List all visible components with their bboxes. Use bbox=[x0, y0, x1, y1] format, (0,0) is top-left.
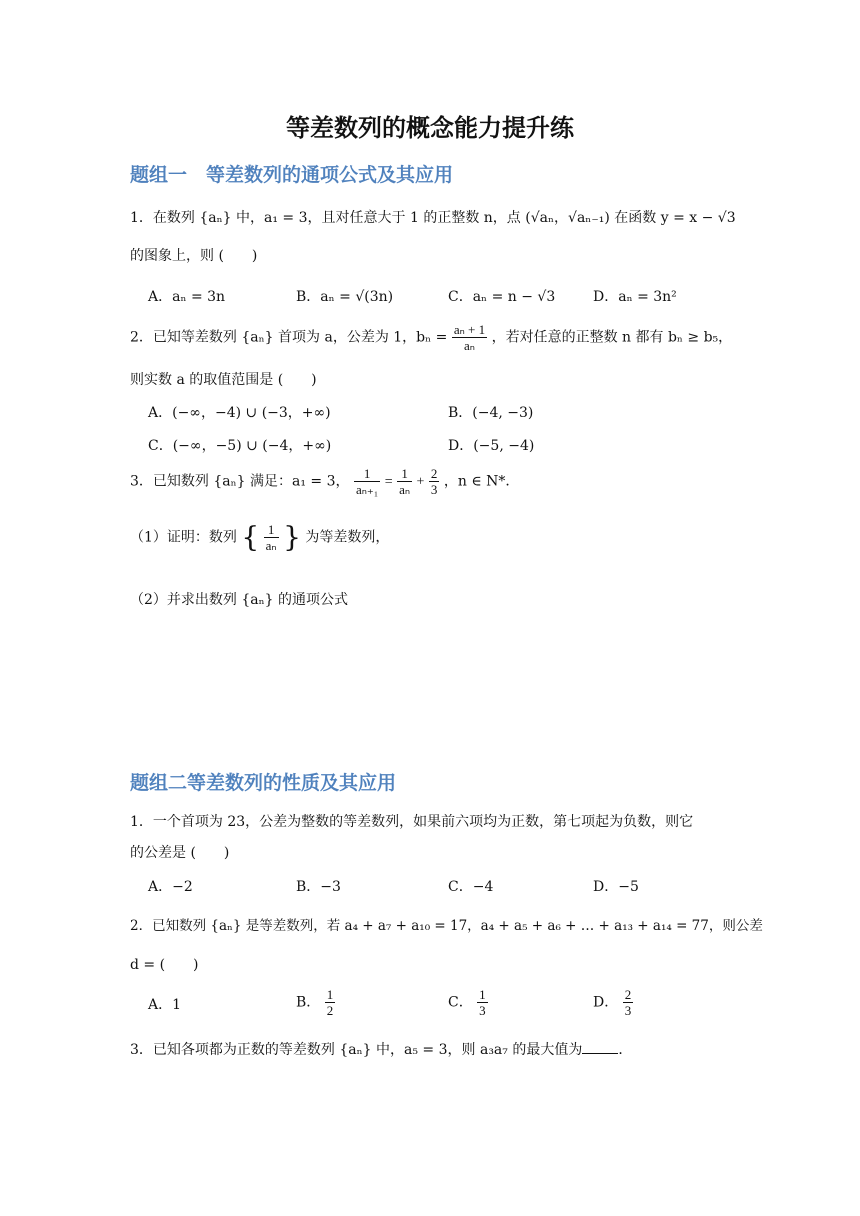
g1-q1-option-c: C．aₙ = n − √3 bbox=[448, 289, 556, 305]
g1-q3-plus: + bbox=[416, 474, 425, 490]
g1-q3-part1-pre: （1）证明：数列 bbox=[130, 529, 237, 546]
g1-q3-frac2-den: aₙ bbox=[399, 482, 411, 497]
g2-q2-option-a: A．1 bbox=[148, 997, 182, 1013]
g1-q3-equals: = bbox=[384, 474, 393, 490]
g1-q2-option-b: B．(−4, −3) bbox=[448, 405, 534, 421]
g1-q3-part1-den: aₙ bbox=[265, 538, 277, 553]
section-heading-2: 题组二等差数列的性质及其应用 bbox=[130, 772, 397, 794]
g2-q1-option-b: B．−3 bbox=[296, 879, 341, 895]
g1-q1-option-d: D．aₙ = 3n² bbox=[593, 289, 677, 305]
g1-q2-line1-post: ，若对任意的正整数 n 都有 bₙ ≥ b₅， bbox=[491, 329, 733, 346]
g1-q2-option-d: D．(−5, −4) bbox=[448, 438, 535, 454]
g1-q3-frac-1 bbox=[354, 466, 380, 497]
g1-q3-part2: （2）并求出数列 {aₙ} 的通项公式 bbox=[130, 592, 349, 608]
g1-q2-frac-num: aₙ + 1 bbox=[453, 322, 486, 337]
g2-q3-line-pre: 3．已知各项都为正数的等差数列 {aₙ} 中，a₅ = 3，则 a₃a₇ 的最大值为 bbox=[130, 1042, 583, 1058]
g1-q3-line-post: ，n ∈ N*． bbox=[443, 473, 520, 490]
g2-q3-line bbox=[130, 1040, 632, 1060]
g1-q1-option-b: B．aₙ = √(3n) bbox=[296, 289, 394, 305]
g1-q2-option-a: A．(−∞，−4) ∪ (−3，+∞) bbox=[148, 405, 331, 421]
g2-q2-option-b bbox=[296, 987, 335, 1018]
section-heading-1: 题组一 等差数列的通项公式及其应用 bbox=[130, 164, 454, 186]
g2-q2-line1: 2．已知数列 {aₙ} 是等差数列，若 a₄ + a₇ + a₁₀ = 17，a₄ + a₅ + a₆ + … + a₁₃ + a₁₄ = 77，则公差 bbox=[130, 918, 763, 934]
g1-q3-frac1-den: aₙ₊₁ bbox=[355, 482, 379, 497]
g2-q1-line1: 1．一个首项为 23，公差为整数的等差数列，如果前六项均为正数，第七项起为负数，则它 bbox=[130, 814, 694, 830]
g1-q3-frac-2 bbox=[397, 466, 412, 497]
g1-q1-option-a: A．aₙ = 3n bbox=[148, 289, 226, 305]
g2-q2-option-c-num: 1 bbox=[479, 987, 486, 1002]
g1-q1-line1: 1．在数列 {aₙ} 中，a₁ = 3，且对任意大于 1 的正整数 n，点 (√aₙ，√aₙ₋₁) 在函数 y = x − √3 bbox=[130, 210, 736, 226]
g2-q2-option-b-num: 1 bbox=[326, 987, 334, 1002]
g1-q2-option-c: C．(−∞，−5) ∪ (−4，+∞) bbox=[148, 438, 332, 454]
g2-q2-option-d-num: 2 bbox=[624, 987, 632, 1002]
g2-q2-option-d-fraction bbox=[623, 987, 634, 1018]
g1-q3-part1-post: 为等差数列， bbox=[305, 529, 390, 546]
g1-q3-frac1-num: 1 bbox=[354, 466, 380, 482]
g1-q3-part1 bbox=[130, 522, 389, 553]
g1-q3-line-pre: 3．已知数列 {aₙ} 满足：a₁ = 3， bbox=[130, 473, 350, 490]
g1-q2-fraction bbox=[452, 322, 487, 353]
g2-q2-option-d bbox=[593, 987, 633, 1018]
g1-q2-line2: 则实数 a 的取值范围是 ( ) bbox=[130, 372, 317, 388]
g2-q2-option-d-label: D． bbox=[593, 994, 619, 1011]
g2-q2-option-c bbox=[448, 987, 488, 1018]
g2-q1-option-a: A．−2 bbox=[148, 879, 193, 895]
g1-q2-line1 bbox=[130, 322, 732, 353]
g1-q3-part1-fraction bbox=[264, 522, 279, 553]
g1-q1-line2: 的图象上，则 ( ) bbox=[130, 248, 258, 264]
g1-q3-frac3-num: 2 bbox=[430, 466, 438, 481]
g2-q2-option-b-label: B． bbox=[296, 994, 321, 1011]
g1-q3-part1-num: 1 bbox=[264, 522, 279, 538]
g1-q3-line bbox=[130, 466, 519, 497]
g2-q1-option-c: C．−4 bbox=[448, 879, 494, 895]
left-brace-symbol: { bbox=[241, 520, 260, 554]
g2-q2-option-c-label: C． bbox=[448, 994, 473, 1011]
g2-q2-option-c-den: 3 bbox=[479, 1003, 486, 1018]
g2-q3-line-post: ． bbox=[618, 1042, 633, 1058]
g2-q2-line2: d = ( ) bbox=[130, 957, 199, 973]
g2-q2-option-d-den: 3 bbox=[624, 1003, 632, 1018]
g1-q2-frac-den: aₙ bbox=[464, 338, 475, 353]
g2-q1-line2: 的公差是 ( ) bbox=[130, 845, 230, 861]
right-brace-symbol: } bbox=[283, 520, 301, 554]
answer-blank[interactable] bbox=[582, 1053, 618, 1054]
g1-q3-frac-3 bbox=[429, 466, 440, 497]
g2-q1-option-d: D．−5 bbox=[593, 879, 639, 895]
g2-q2-option-b-fraction bbox=[325, 987, 336, 1018]
g2-q2-option-b-den: 2 bbox=[326, 1003, 334, 1018]
page-title: 等差数列的概念能力提升练 bbox=[286, 114, 574, 142]
g2-q2-option-c-fraction bbox=[477, 987, 488, 1018]
g1-q2-line1-pre: 2．已知等差数列 {aₙ} 首项为 a，公差为 1，bₙ = bbox=[130, 329, 448, 346]
g1-q3-frac3-den: 3 bbox=[430, 482, 438, 497]
g1-q3-frac2-num: 1 bbox=[397, 466, 412, 482]
